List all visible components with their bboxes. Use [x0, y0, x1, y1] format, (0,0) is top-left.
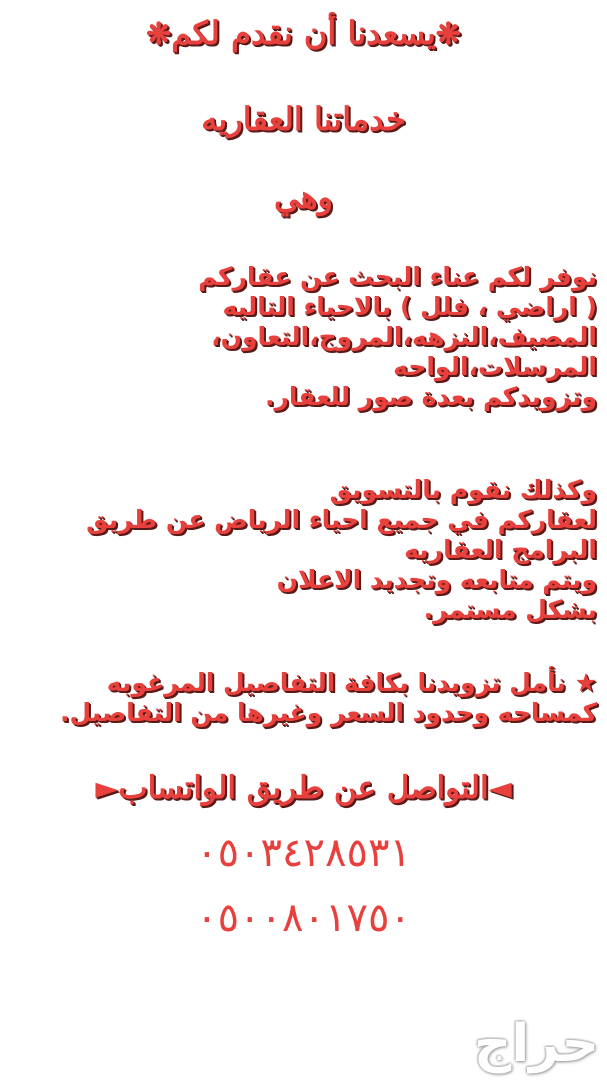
contact-title-text: التواصل عن طريق الواتساب [118, 770, 489, 806]
paragraph-line: ( اراضي ، فلل ) بالاحياء التاليه [222, 292, 597, 321]
paragraph-line: نوفر لكم عناء البحث عن عقاركم [198, 262, 597, 291]
phone-number-2: ٠٥٠٠٨٠١٧٥٠ [196, 895, 411, 941]
paragraph-line: لعقاركم في جميع احياء الرياض عن طريق [86, 505, 597, 534]
paragraph-line: المصيف،النزهه،المروج،التعاون، [211, 322, 597, 351]
paragraph-line: بشكل مستمر. [423, 595, 597, 624]
paragraph-line: وكذلك نقوم بالتسويق [329, 475, 597, 504]
details-paragraph [6, 668, 597, 728]
header-line-2: خدماتنا العقاريه [201, 100, 406, 138]
arrow-left-icon: ◄ [488, 771, 512, 806]
phone-number-1: ٠٥٠٣٤٢٨٥٣١ [196, 830, 411, 876]
services-paragraph [6, 262, 597, 412]
paragraph-line: ★ نأمل تزويدنا بكافة التفاصيل المرغوبه [106, 668, 597, 697]
header-line-1-text: يسعدنا أن نقدم لكم [171, 14, 436, 52]
flower-icon: ❋ [146, 17, 172, 52]
marketing-paragraph [6, 475, 597, 625]
header-line-1 [0, 14, 607, 52]
whatsapp-contact-title [0, 770, 607, 806]
paragraph-line: ويتم متابعه وتجديد الاعلان [276, 565, 597, 594]
flower-icon: ❋ [435, 17, 461, 52]
paragraph-line: البرامج العقاريه [404, 535, 597, 564]
paragraph-line: كمساحه وحدود السعر وغيرها من التفاصيل. [59, 698, 597, 727]
paragraph-line: وتزويدكم بعدة صور للعقار. [265, 382, 597, 411]
arrow-right-icon: ► [95, 771, 119, 806]
header-line-3: وهي [274, 178, 333, 216]
paragraph-line: المرسلات،الواحه [393, 352, 597, 381]
haraj-watermark: حراج [473, 1014, 599, 1074]
